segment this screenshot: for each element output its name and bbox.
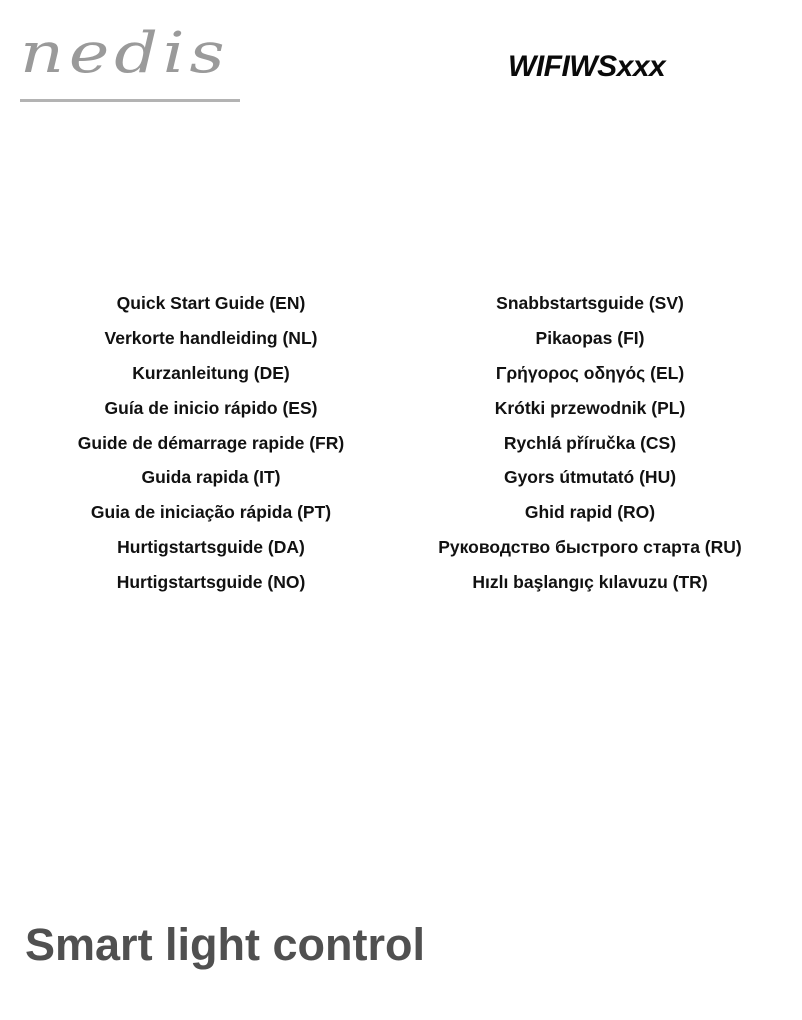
- brand-logo-text: nedis: [20, 21, 230, 86]
- guide-title-de: Kurzanleitung (DE): [132, 362, 290, 383]
- guide-title-sv: Snabbstartsguide (SV): [496, 293, 684, 313]
- guide-list-left: [21, 286, 401, 600]
- guide-title-nl: Verkorte handleiding (NL): [104, 327, 318, 348]
- guide-title-el: Γρήγορος οδηγός (EL): [495, 362, 685, 383]
- logo-underline: [20, 99, 240, 102]
- guide-title-cs: Rychlá příručka (CS): [503, 432, 677, 453]
- guide-title-ru: Руководство быстрого старта (RU): [438, 537, 742, 558]
- guide-title-es: Guía de inicio rápido (ES): [104, 397, 318, 418]
- guide-list-right: [400, 286, 780, 600]
- guide-title-hu: Gyors útmutató (HU): [503, 467, 677, 488]
- guide-title-ro: Ghid rapid (RO): [524, 502, 656, 523]
- guide-title-en: Quick Start Guide (EN): [116, 293, 306, 313]
- guide-title-it: Guida rapida (IT): [141, 467, 281, 488]
- model-number: WIFIWSxxx: [508, 50, 666, 83]
- guide-title-fr: Guide de démarrage rapide (FR): [77, 432, 345, 453]
- brand-logo: [20, 22, 240, 102]
- guide-title-tr: Hızlı başlangıç kılavuzu (TR): [472, 572, 708, 593]
- guide-title-pl: Krótki przewodnik (PL): [494, 397, 686, 418]
- guide-title-fi: Pikaopas (FI): [535, 327, 645, 348]
- guide-title-pt: Guia de iniciação rápida (PT): [90, 502, 332, 523]
- guide-title-da: Hurtigstartsguide (DA): [117, 537, 305, 558]
- product-title: Smart light control: [25, 919, 426, 970]
- guide-title-no: Hurtigstartsguide (NO): [116, 572, 306, 593]
